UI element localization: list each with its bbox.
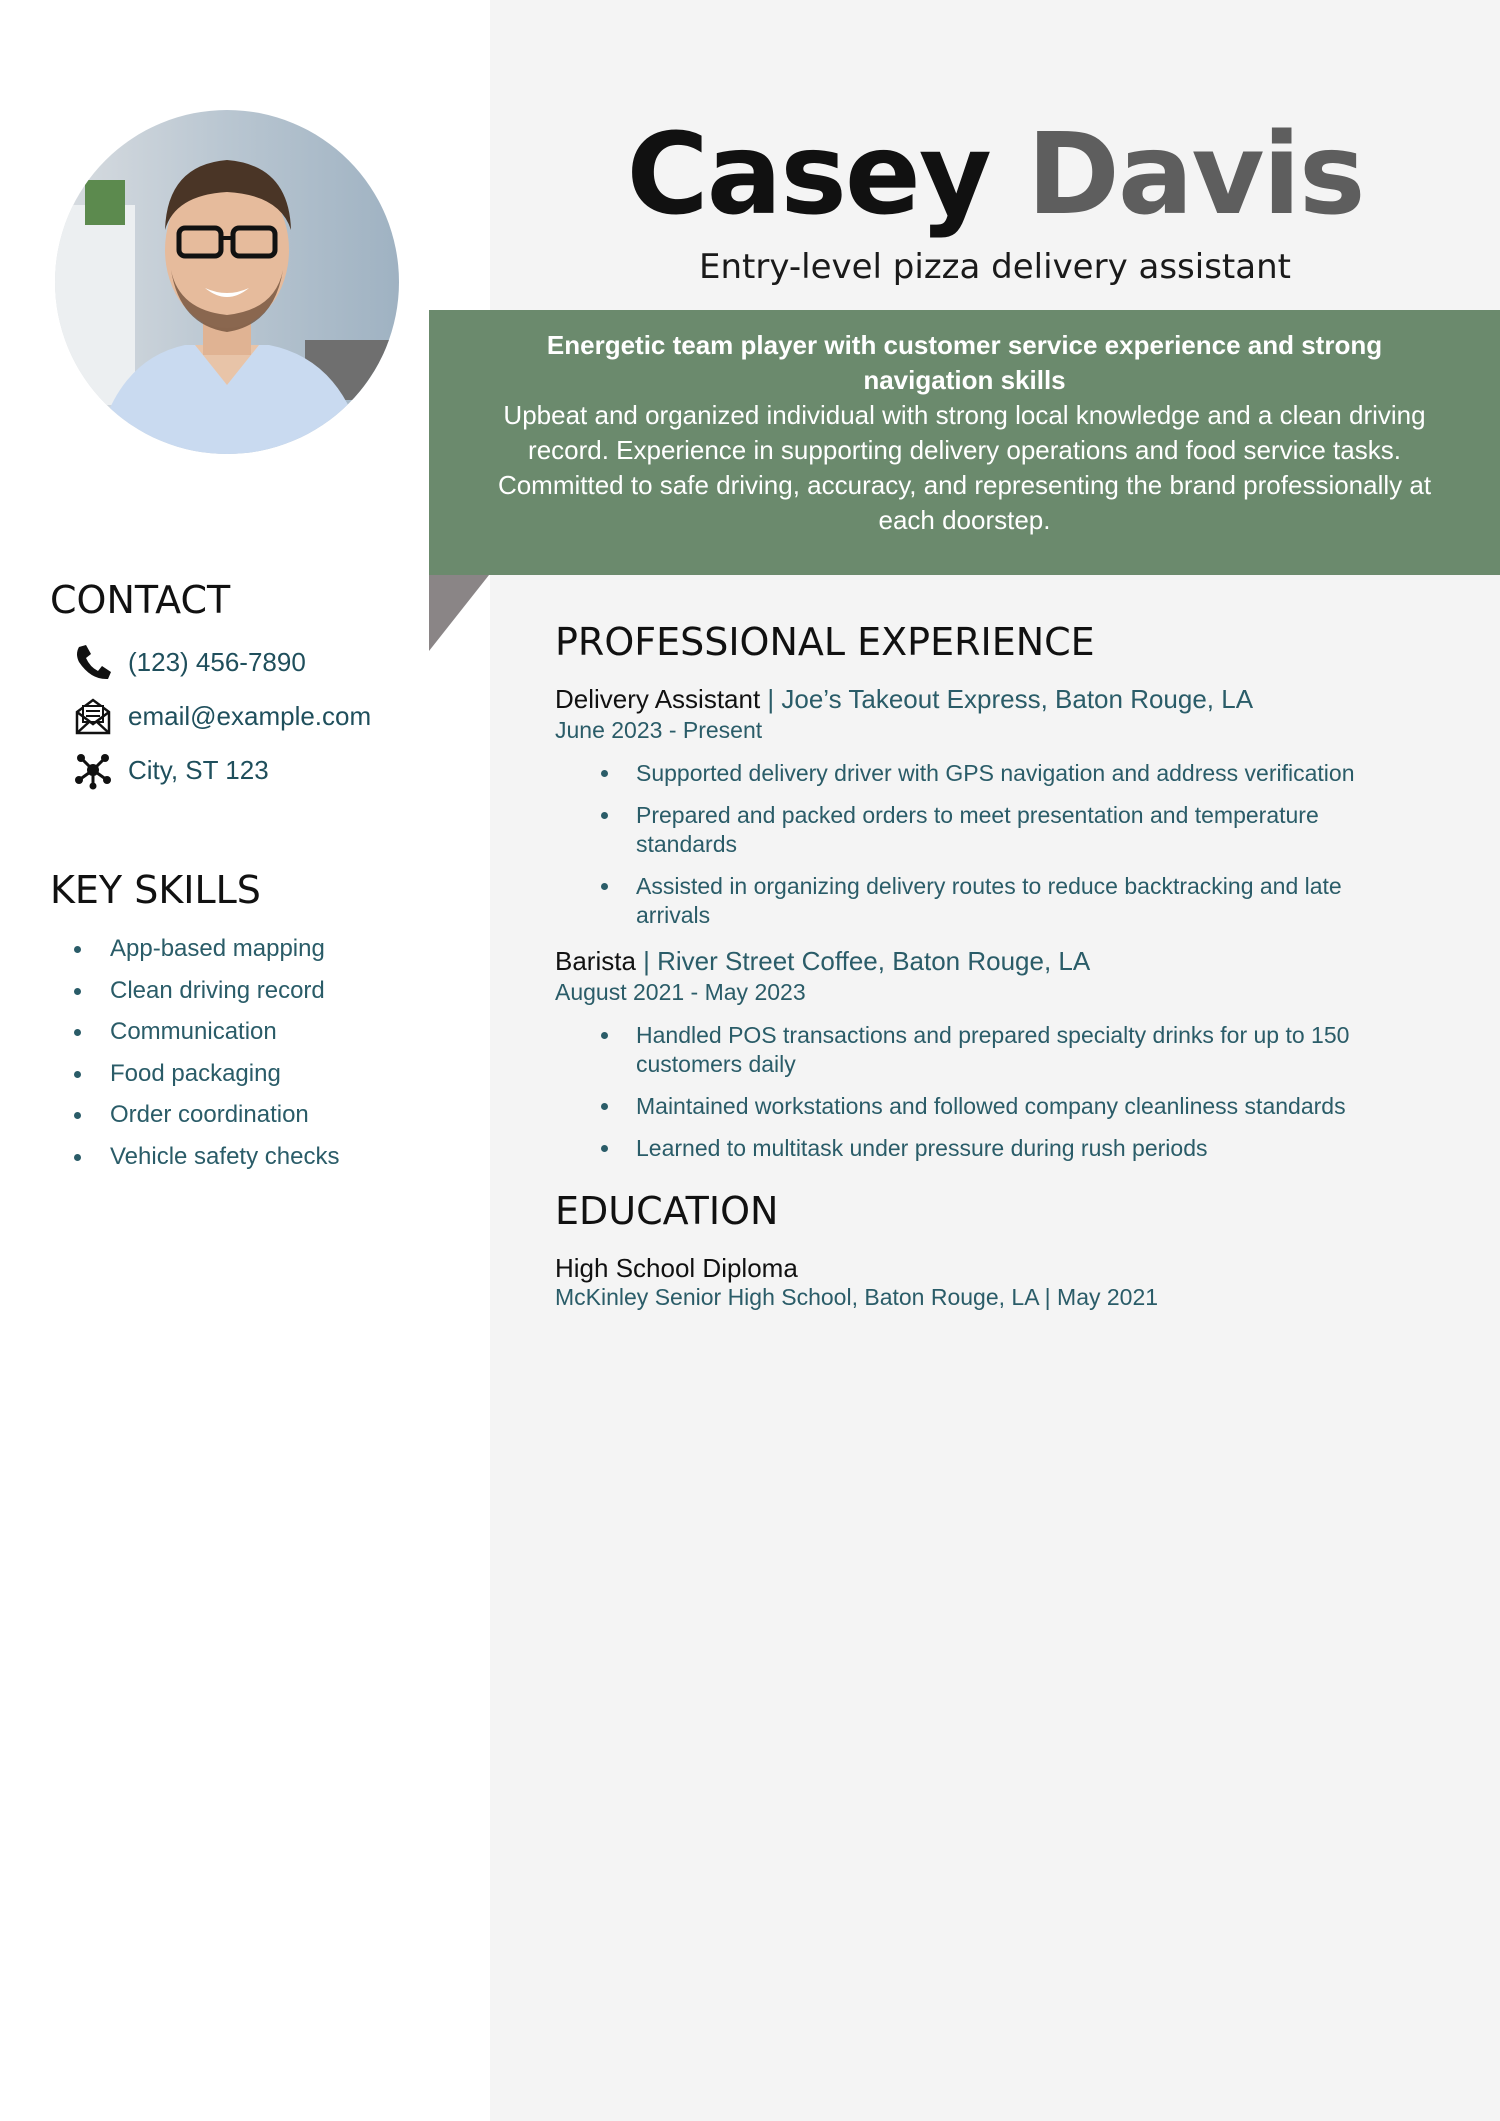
job-employer: | Joe’s Takeout Express, Baton Rouge, LA — [760, 684, 1254, 714]
candidate-name — [490, 105, 1500, 245]
profile-photo — [55, 110, 399, 454]
envelope-icon — [72, 695, 114, 737]
job-title: Entry-level pizza delivery assistant — [699, 247, 1291, 287]
skills-list — [70, 928, 339, 1177]
contact-heading: CONTACT — [50, 578, 231, 622]
phone-icon — [72, 641, 114, 683]
contact-email — [72, 694, 371, 738]
job-role: Delivery Assistant — [555, 684, 761, 714]
list-item: Prepared and packed orders to meet presentation and temperature standards — [596, 801, 1386, 859]
list-item: App-based mapping — [70, 928, 339, 970]
list-item: Order coordination — [70, 1094, 339, 1136]
list-item: Learned to multitask under pressure during rush periods — [596, 1134, 1386, 1163]
phone-number[interactable]: (123) 456-7890 — [128, 646, 306, 677]
location-text: City, ST 123 — [128, 754, 269, 785]
education-degree: High School Diploma — [555, 1253, 798, 1283]
list-item: Food packaging — [70, 1053, 339, 1095]
list-item: Clean driving record — [70, 970, 339, 1012]
list-item: Maintained workstations and followed company cleanliness standards — [596, 1092, 1386, 1121]
job-title-line — [555, 944, 1090, 978]
email-address[interactable]: email@example.com — [128, 700, 372, 731]
list-item: Assisted in organizing delivery routes to reduce backtracking and late arrivals — [596, 872, 1386, 930]
last-name: Davis — [1026, 110, 1364, 240]
job-bullets — [596, 1021, 1386, 1176]
ribbon-fold — [429, 575, 489, 651]
contact-location — [72, 748, 269, 792]
list-item: Supported delivery driver with GPS navigation and address verification — [596, 759, 1386, 788]
skills-heading: KEY SKILLS — [50, 868, 261, 912]
location-network-icon — [72, 749, 114, 791]
contact-phone — [72, 640, 306, 684]
summary-headline: Energetic team player with customer service experience and strong navigation skills — [546, 330, 1383, 395]
job-employer: | River Street Coffee, Baton Rouge, LA — [635, 946, 1091, 976]
summary-band — [429, 310, 1500, 575]
first-name: Casey — [626, 110, 990, 240]
list-item: Communication — [70, 1011, 339, 1053]
experience-heading: PROFESSIONAL EXPERIENCE — [555, 620, 1095, 664]
job-dates: August 2021 - May 2023 — [555, 979, 806, 1005]
education-details: McKinley Senior High School, Baton Rouge, LA | May 2021 — [555, 1284, 1159, 1310]
list-item: Handled POS transactions and prepared specialty drinks for up to 150 customers daily — [596, 1021, 1386, 1079]
job-bullets — [596, 759, 1386, 943]
summary-body: Upbeat and organized individual with strong local knowledge and a clean driving record. Experience in supporting delivery operations and food service tasks. Committed to safe driving, accuracy, and representing the brand professionally at each doorstep. — [497, 400, 1432, 535]
job-title-line — [555, 682, 1253, 716]
education-heading: EDUCATION — [555, 1189, 779, 1233]
job-dates: June 2023 - Present — [555, 717, 763, 743]
job-role: Barista — [555, 946, 636, 976]
list-item: Vehicle safety checks — [70, 1136, 339, 1178]
